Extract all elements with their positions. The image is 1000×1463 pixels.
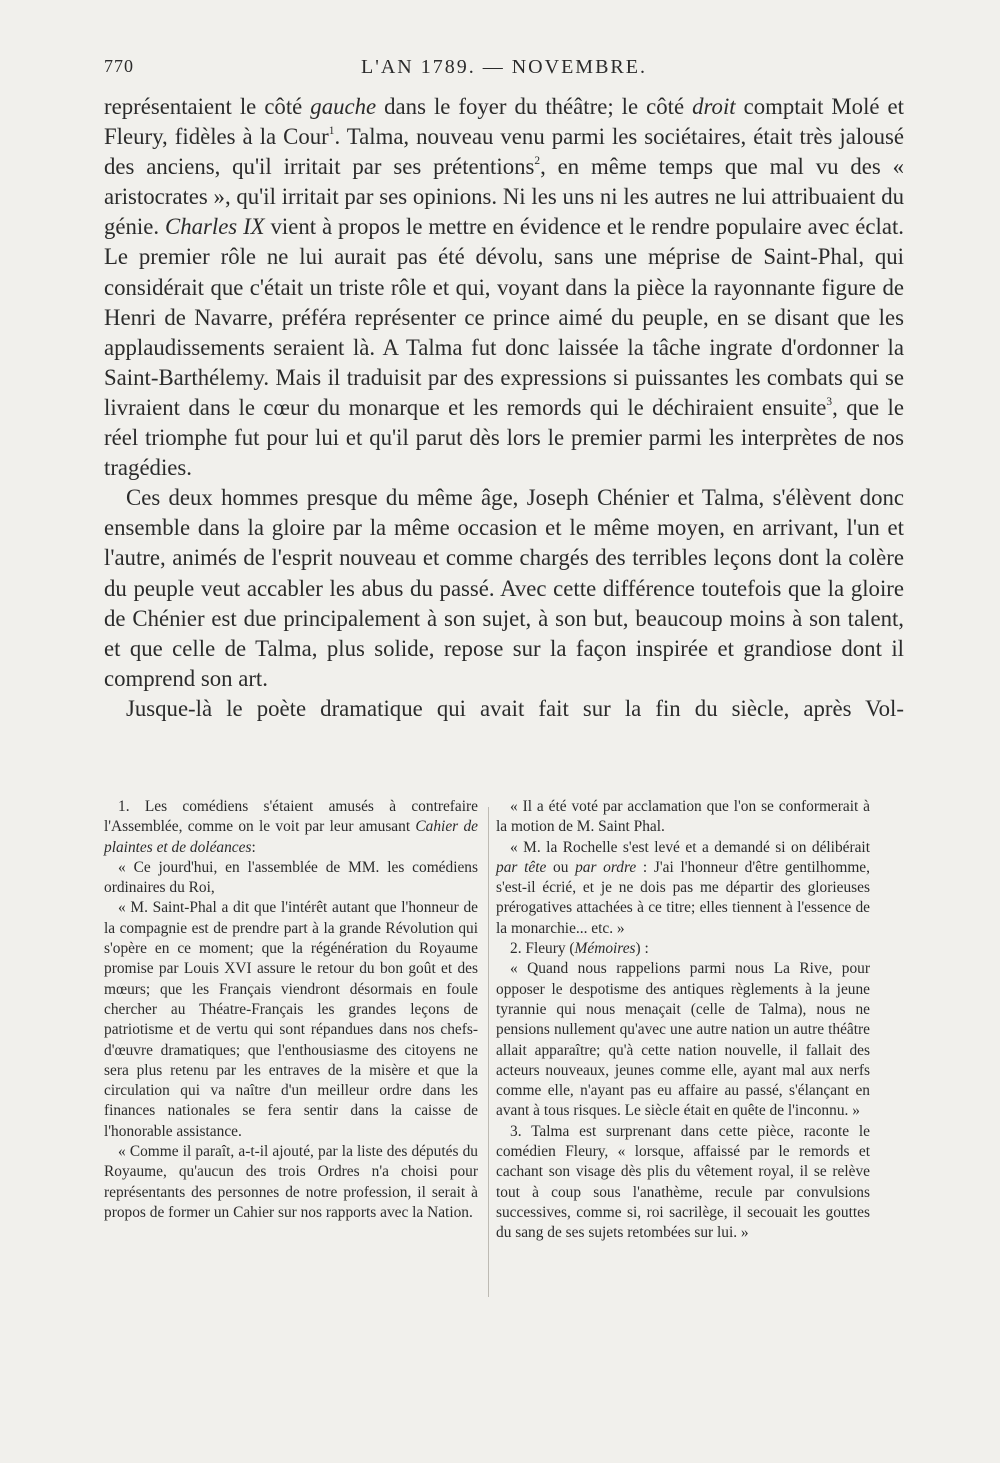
italic-word: par ordre (575, 858, 637, 876)
footnotes (104, 797, 904, 1307)
text-span: vient à propos le mettre en évidence et le rendre populaire avec éclat. Le premier rôle ne lui aurait pas été dévolu, sans une méprise de Saint-Phal, qui considérait que c'était un triste rôle et qui, voyant dans la pièce la rayonnante figure de Henri de Navarre, préféra représenter ce prince aimé du peuple, en se disant que les applaudissements seraient là. A Talma fut donc laissée la tâche ingrate d'ordonner la Saint-Barthélemy. Mais il traduisit par des expressions si puissantes les combats qui se livraient dans le cœur du monarque et les remords qui le déchiraient ensuite (104, 214, 904, 420)
footnote-quote: « Ce jourd'hui, en l'assemblée de MM. les comédiens ordinaires du Roi, (104, 858, 478, 897)
footnote-quote: « M. Saint-Phal a dit que l'intérêt autant que l'honneur de la compagnie est de prendre part à la grande Révolution qui s'opère en ce moment; que la régénération du Royaume promise par Louis XVI assure le retour du bon goût et des mœurs; que les Français viendront désormais en foule chercher au Théatre-Français les grandes leçons de patriotisme et de vertu qui sont répandues dans nos chefs-d'œuvre dramatiques; que l'enthousiasme des citoyens ne sera plus retenu par les entraves de la misère et que la circulation qui va naître d'un meilleur ordre dans les finances nationales se fera sentir dans la caisse de l'honorable assistance. (104, 899, 478, 1140)
text-span: représentaient le côté (104, 94, 311, 119)
text-span: comptait Molé et Fleury, fidèles à la Cour (104, 94, 904, 150)
footnote-quote (496, 838, 870, 939)
footnote-quote: « Quand nous rappelions parmi nous La Rive, pour opposer le despotisme des antiques règlements à la jeune tyrannie qui nous menaçait (celle de Talma), nous ne pensions nullement qu'avec une autre nation un autre théâtre allait apparaître; qu'à cette nation nouvelle, il fallait des acteurs nouveaux, jeunes comme elle, ayant mal aux nerfs comme elle, n'ayant pas eu affaire au passé, s'élançant en avant à tous risques. Le siècle était en quête de l'inconnu. » (496, 960, 870, 1120)
footnote-ref: 3 (826, 395, 833, 408)
footnote-column-left (104, 797, 478, 1223)
column-divider (488, 807, 489, 1297)
footnote-quote: « Il a été voté par acclamation que l'on se conformerait à la motion de M. Saint Phal. (496, 798, 870, 836)
paragraph-1 (104, 92, 904, 483)
text-span: , en même temps que mal vu des « aristocrates », qu'il irritait par ses opinions. Ni les uns ni les autres ne lui attribuaient du génie. (104, 154, 904, 240)
paragraph-2: Ces deux hommes presque du même âge, Joseph Chénier et Talma, s'élèvent donc ensemble dans la gloire par la même occasion et le même moyen, en arrivant, l'un et l'autre, animés de l'esprit nouveau et comme chargés des terribles leçons dont la colère du peuple veut accabler les abus du passé. Avec cette différence toutefois que la gloire de Chénier est due principalement à son sujet, à son but, beaucoup moins à son talent, et que celle de Talma, plus solide, repose sur la façon inspirée et grandiose dont il comprend son art. (104, 485, 904, 691)
text-span: 1. Les comédiens s'étaient amusés à contrefaire l'Assemblée, comme on le voit par leur amusant (104, 798, 478, 836)
footnote-column-right (496, 797, 870, 1244)
running-title: L'AN 1789. — NOVEMBRE. (361, 56, 647, 78)
text-span: : (251, 838, 256, 856)
text-span: 2. Fleury ( (510, 940, 575, 958)
footnote-quote: « Comme il paraît, a-t-il ajouté, par la liste des députés du Royaume, qu'aucun des trois Ordres n'a choisi pour représentants des personnes de notre profession, il serait à propos de former un Cahier sur nos rapports avec la Nation. (104, 1143, 478, 1221)
text-span: , que le réel triomphe fut pour lui et qu'il parut dès lors le premier parmi les interprètes de nos tragédies. (104, 394, 904, 481)
footnote-1 (104, 797, 478, 858)
page-number: 770 (104, 56, 134, 76)
italic-word: gauche (310, 94, 377, 119)
main-text (104, 92, 904, 724)
text-span: dans le foyer du théâtre; le côté (376, 94, 693, 119)
footnote-ref: 2 (534, 154, 541, 167)
footnote-ref: 1 (328, 124, 335, 137)
italic-word: par tête (496, 858, 547, 876)
text-span: . Talma, nouveau venu parmi les sociétaires, était très jalousé des anciens, qu'il irritait par ses prétentions (104, 124, 905, 180)
paragraph-3: Jusque-là le poète dramatique qui avait fait sur la fin du siècle, après Vol- (126, 695, 904, 721)
text-span: : J'ai l'honneur d'être gentilhomme, s'est-il écrié, et je ne dois pas me départir des glorieuses prérogatives attachées à ce titre; elles tiennent à l'essence de la monarchie... etc. » (496, 858, 870, 937)
italic-title: Charles IX (164, 214, 265, 240)
text-span: « M. la Rochelle s'est levé et a demandé si on délibérait (510, 838, 870, 856)
italic-title: Mémoires (574, 940, 636, 958)
italic-title: Cahier de plaintes et de doléances (104, 818, 478, 856)
page-header (104, 52, 904, 82)
footnote-3: 3. Talma est surprenant dans cette pièce, raconte le comédien Fleury, « lorsque, affaissé par le remords et cachant son visage dès plis du vêtement royal, il se relève tout à coup sous l'anathème, recule par convulsions successives, comme si, roi sacrilège, il secouait les gouttes du sang de ses sujets retombées sur lui. » (496, 1122, 870, 1242)
italic-word: droit (692, 94, 736, 119)
text-span: ou (546, 858, 576, 876)
text-span: ) : (635, 940, 649, 958)
footnote-2 (496, 939, 870, 959)
